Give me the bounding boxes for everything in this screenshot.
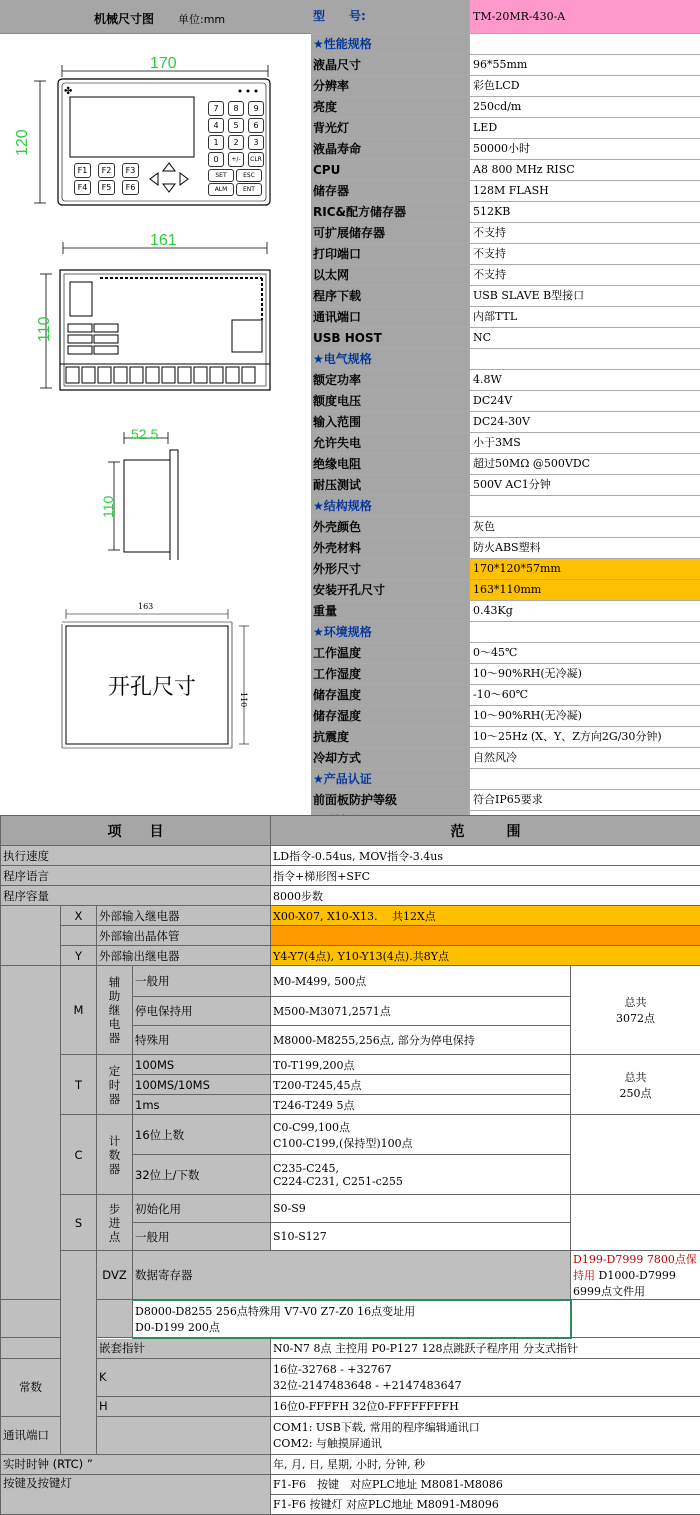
spec-label: 安装开孔尺寸 [311, 580, 469, 600]
spec-label: ★产品认证 [311, 769, 469, 789]
k-label: K [97, 1358, 271, 1396]
spec-label: ★环境规格 [311, 622, 469, 642]
table-row [1, 886, 700, 906]
spec-label: 通讯端口 [311, 307, 469, 327]
spec-label: USB HOST [311, 328, 469, 348]
spec-value: 163*110mm [469, 580, 700, 600]
comm-label: 通讯端口 [1, 1416, 271, 1454]
spec-label: 程序下载 [311, 286, 469, 306]
spec-label: 储存器 [311, 181, 469, 201]
spec-label: 分辨率 [311, 76, 469, 96]
key-9: 9 [248, 101, 264, 116]
spec-label: 储存温度 [311, 685, 469, 705]
table-row [1, 946, 700, 966]
spec-model-label: 型 号: [311, 0, 469, 33]
spec-value: 96*55mm [469, 55, 700, 75]
spec-value [469, 496, 700, 516]
spec-row [311, 538, 700, 559]
capacity-label: 程序容量 [1, 886, 271, 906]
spec-category-row [311, 769, 700, 790]
key-8: 8 [228, 101, 244, 116]
spec-row [311, 244, 700, 265]
key-plus-minus: +/- [228, 152, 244, 167]
t-row-value: T246-T249 5点 [271, 1095, 571, 1115]
spec-value: 不支持 [469, 223, 700, 243]
k-value: 16位-32768 - +32767 32位-2147483648 - +2147483647 [271, 1358, 700, 1396]
spec-value: LED [469, 118, 700, 138]
spec-row [311, 160, 700, 181]
spec-value: NC [469, 328, 700, 348]
spec-row [311, 370, 700, 391]
table-row [1, 1358, 700, 1396]
spec-label: CPU [311, 160, 469, 180]
spec-value: 内部TTL [469, 307, 700, 327]
n-value: N0-N7 8点 主控用 P0-P127 128点跳跃子程序用 分支式指针 [271, 1338, 700, 1359]
cutout-label: 开孔尺寸 [108, 670, 196, 701]
keys-value1: F1-F6 按键 对应PLC地址 M8081-M8086 [271, 1474, 700, 1494]
spec-label: 可扩展储存器 [311, 223, 469, 243]
back-height-dimension: 110 [36, 316, 54, 342]
table-row [1, 1396, 700, 1416]
table-row [1, 1474, 700, 1494]
spec-table [311, 0, 700, 832]
t-row-value: T0-T199,200点 [271, 1055, 571, 1075]
key-4: 4 [208, 118, 224, 133]
c-row-label: 16位上数 [133, 1115, 271, 1155]
spec-label: 允许失电 [311, 433, 469, 453]
spec-value: 512KB [469, 202, 700, 222]
spec-row [311, 433, 700, 454]
spec-row [311, 706, 700, 727]
s-group: 步进点 [97, 1195, 133, 1251]
spec-value: 10～90%RH(无冷凝) [469, 664, 700, 684]
spec-model-row [311, 0, 700, 34]
spec-value: 自然风冷 [469, 748, 700, 768]
spec-category-row [311, 349, 700, 370]
m-row-value: M0-M499, 500点 [271, 966, 571, 997]
spec-value: 超过50MΩ @500VDC [469, 454, 700, 474]
table-row [1, 1416, 700, 1454]
side-view-drawing [0, 420, 311, 560]
spec-row [311, 475, 700, 496]
spec-value: DC24-30V [469, 412, 700, 432]
x-value: X00-X07, X10-X13. 共12X点 [271, 906, 700, 926]
spec-row [311, 139, 700, 160]
cutout-width-dimension: 163 [138, 602, 153, 611]
front-width-dimension: 170 [150, 55, 177, 73]
spec-value: 4.8W [469, 370, 700, 390]
m-row-value: M8000-M8255,256点, 部分为停电保持 [271, 1026, 571, 1055]
key-f4: F4 [74, 180, 91, 195]
c-group: 计数器 [97, 1115, 133, 1195]
spec-row [311, 517, 700, 538]
table-row [1, 1115, 700, 1155]
spec-row [311, 118, 700, 139]
spec-value: A8 800 MHz RISC [469, 160, 700, 180]
resource-table-section [0, 815, 700, 1494]
spec-label: 工作温度 [311, 643, 469, 663]
key-f6: F6 [122, 180, 139, 195]
transistor-value [271, 926, 700, 946]
spec-label: 工作湿度 [311, 664, 469, 684]
h-value: 16位0-FFFFH 32位0-FFFFFFFFH [271, 1396, 700, 1416]
exec-speed-label: 执行速度 [1, 846, 271, 866]
table-row [1, 1338, 700, 1359]
table-row [1, 906, 700, 926]
spec-label: 前面板防护等级 [311, 790, 469, 810]
spec-value: 500V AC1分钟 [469, 475, 700, 495]
spec-label: 额度电压 [311, 391, 469, 411]
drawing-title: 机械尺寸图 [94, 10, 154, 27]
spec-value: DC24V [469, 391, 700, 411]
spec-category-row [311, 496, 700, 517]
key-6: 6 [248, 118, 264, 133]
d-value-highlight: D199-D7999 7800点保持用 [573, 1253, 697, 1282]
spec-row [311, 685, 700, 706]
c-code: C [61, 1115, 97, 1195]
d-label: 数据寄存器 [133, 1251, 571, 1300]
key-f2: F2 [98, 163, 115, 178]
spec-row [311, 748, 700, 769]
spec-label: 储存湿度 [311, 706, 469, 726]
spec-category-row [311, 622, 700, 643]
s-row-label: 初始化用 [133, 1195, 271, 1223]
keys-value2: F1-F6 按键灯 对应PLC地址 M8091-M8096 [271, 1494, 700, 1514]
table-row [1, 866, 700, 886]
spec-label: 绝缘电阻 [311, 454, 469, 474]
spec-row [311, 181, 700, 202]
spec-label: 背光灯 [311, 118, 469, 138]
table-row [1, 966, 700, 997]
spec-label: 外壳颜色 [311, 517, 469, 537]
d-code: DVZ [97, 1251, 133, 1300]
spec-row [311, 454, 700, 475]
key-f5: F5 [98, 180, 115, 195]
spec-row [311, 559, 700, 580]
table-row [1, 1055, 700, 1075]
table-row [1, 1251, 700, 1300]
rtc-label: 实时时钟 (RTC) ” [1, 1454, 271, 1474]
spec-value [469, 622, 700, 642]
capacity-value: 8000步数 [271, 886, 700, 906]
spec-value: 符合IP65要求 [469, 790, 700, 810]
s-code: S [61, 1195, 97, 1251]
s-row-value: S10-S127 [271, 1223, 571, 1251]
spec-label: 抗震度 [311, 727, 469, 747]
spec-label: 以太网 [311, 265, 469, 285]
spec-row [311, 307, 700, 328]
spec-row [311, 76, 700, 97]
spec-value [469, 349, 700, 369]
spec-row [311, 643, 700, 664]
spec-value: 小于3MS [469, 433, 700, 453]
key-5: 5 [228, 118, 244, 133]
spec-value: 不支持 [469, 265, 700, 285]
table-row [1, 1454, 700, 1474]
c-row-value: C235-C245, C224-C231, C251-c255 [271, 1155, 571, 1195]
front-view-drawing [0, 33, 311, 223]
spec-row [311, 412, 700, 433]
exec-speed-value: LD指令-0.54us, MOV指令-3.4us [271, 846, 700, 866]
spec-label: ★结构规格 [311, 496, 469, 516]
spec-row [311, 580, 700, 601]
key-2: 2 [228, 135, 244, 150]
back-width-dimension: 161 [150, 232, 177, 250]
key-alm: ALM [208, 183, 234, 196]
t-code: T [61, 1055, 97, 1115]
spec-label: 额定功率 [311, 370, 469, 390]
spec-label: 亮度 [311, 97, 469, 117]
key-3: 3 [248, 135, 264, 150]
spec-model-value: TM-20MR-430-A [469, 0, 700, 33]
c-row-label: 32位上/下数 [133, 1155, 271, 1195]
d-value-rest: D1000-D7999 6999点文件用 [573, 1269, 676, 1298]
table-header-row [1, 816, 700, 846]
m-row-value: M500-M3071,2571点 [271, 997, 571, 1026]
key-0: 0 [208, 152, 224, 167]
cutout-height-dimension: 110 [239, 692, 248, 707]
m-row-label: 停电保持用 [133, 997, 271, 1026]
spec-label: 冷却方式 [311, 748, 469, 768]
spec-value [469, 769, 700, 789]
spec-label: ★电气规格 [311, 349, 469, 369]
spec-value: -10～60℃ [469, 685, 700, 705]
language-label: 程序语言 [1, 866, 271, 886]
spec-value: 10～90%RH(无冷凝) [469, 706, 700, 726]
m-group: 辅助继电器 [97, 966, 133, 1055]
spec-row [311, 601, 700, 622]
y-code: Y [61, 946, 97, 966]
spec-row [311, 223, 700, 244]
s-row-value: S0-S9 [271, 1195, 571, 1223]
t-row-label: 100MS [133, 1055, 271, 1075]
header-item: 项 目 [1, 816, 271, 846]
k-code: 常数 [1, 1358, 61, 1416]
key-f1: F1 [74, 163, 91, 178]
spec-value: 不支持 [469, 244, 700, 264]
m-code: M [61, 966, 97, 1055]
y-label: 外部输出继电器 [97, 946, 271, 966]
table-row [1, 846, 700, 866]
d-value [571, 1251, 700, 1300]
spec-value: 0～45℃ [469, 643, 700, 663]
back-view-drawing [0, 230, 311, 400]
side-height-dimension: 110 [100, 496, 116, 518]
y-value: Y4-Y7(4点), Y10-Y13(4点).共8Y点 [271, 946, 700, 966]
key-clr: CLR [248, 152, 264, 167]
spec-label: 打印端口 [311, 244, 469, 264]
t-group: 定时器 [97, 1055, 133, 1115]
spec-row [311, 664, 700, 685]
t-row-label: 100MS/10MS [133, 1075, 271, 1095]
spec-row [311, 55, 700, 76]
drawing-unit: 单位:mm [178, 11, 225, 27]
front-height-dimension: 120 [14, 129, 32, 156]
spec-label: 外形尺寸 [311, 559, 469, 579]
comm-value: COM1: USB下载, 常用的程序编辑通讯口 COM2: 与触摸屏通讯 [271, 1416, 700, 1454]
spec-label: 重量 [311, 601, 469, 621]
spec-row [311, 391, 700, 412]
spec-label: 耐压测试 [311, 475, 469, 495]
mechanical-drawing-panel [0, 0, 312, 796]
spec-category-row [311, 34, 700, 55]
spec-value: 0.43Kg [469, 601, 700, 621]
spec-row [311, 727, 700, 748]
spec-rows [311, 34, 700, 832]
n-label: 嵌套指针 [97, 1338, 271, 1359]
t-row-value: T200-T245,45点 [271, 1075, 571, 1095]
h-label: H [97, 1396, 271, 1416]
x-code: X [61, 906, 97, 926]
side-depth-dimension: 52.5 [131, 426, 158, 442]
spec-value: 防火ABS塑料 [469, 538, 700, 558]
spec-value: 灰色 [469, 517, 700, 537]
spec-label: 液晶寿命 [311, 139, 469, 159]
t-total: 总共 250点 [571, 1055, 700, 1115]
spec-value: 250cd/m [469, 97, 700, 117]
c-row-value: C0-C99,100点 C100-C199,(保持型)100点 [271, 1115, 571, 1155]
back-view-outline [0, 230, 311, 400]
key-1: 1 [208, 135, 224, 150]
m-total: 总共 3072点 [571, 966, 700, 1055]
d-value2: D8000-D8255 256点特殊用 V7-V0 Z7-Z0 16点变址用 D0-D199 200点 [133, 1300, 571, 1338]
svg-text:✤: ✤ [64, 86, 72, 97]
spec-row [311, 790, 700, 811]
m-row-label: 一般用 [133, 966, 271, 997]
spec-label: 输入范围 [311, 412, 469, 432]
spec-value: 128M FLASH [469, 181, 700, 201]
spec-value [469, 34, 700, 54]
key-set: SET [208, 169, 234, 182]
spec-value: 彩色LCD [469, 76, 700, 96]
t-row-label: 1ms [133, 1095, 271, 1115]
spec-value: 50000小时 [469, 139, 700, 159]
spec-row [311, 97, 700, 118]
rtc-value: 年, 月, 日, 星期, 小时, 分钟, 秒 [271, 1454, 700, 1474]
spec-row [311, 202, 700, 223]
drawing-header [0, 0, 311, 34]
table-row [1, 926, 700, 946]
key-esc: ESC [236, 169, 262, 182]
cutout-drawing [0, 600, 311, 760]
x-label: 外部输入继电器 [97, 906, 271, 926]
keys-label: 按键及按键灯 [1, 1474, 271, 1514]
spec-value: 10～25Hz (X、Y、Z方向2G/30分钟) [469, 727, 700, 747]
m-row-label: 特殊用 [133, 1026, 271, 1055]
key-7: 7 [208, 101, 224, 116]
spec-label: 液晶尺寸 [311, 55, 469, 75]
table-row [1, 1195, 700, 1223]
header-range: 范 围 [271, 816, 700, 846]
spec-label: ★性能规格 [311, 34, 469, 54]
key-ent: ENT [236, 183, 262, 196]
resource-table [0, 815, 700, 1515]
spec-row [311, 265, 700, 286]
spec-label: 外壳材料 [311, 538, 469, 558]
key-f3: F3 [122, 163, 139, 178]
spec-value: USB SLAVE B型接口 [469, 286, 700, 306]
spec-row [311, 328, 700, 349]
table-row [1, 1300, 700, 1338]
spec-row [311, 286, 700, 307]
transistor-label: 外部输出晶体管 [97, 926, 271, 946]
language-value: 指令+梯形图+SFC [271, 866, 700, 886]
s-row-label: 一般用 [133, 1223, 271, 1251]
spec-label: RIC&配方储存器 [311, 202, 469, 222]
spec-value: 170*120*57mm [469, 559, 700, 579]
